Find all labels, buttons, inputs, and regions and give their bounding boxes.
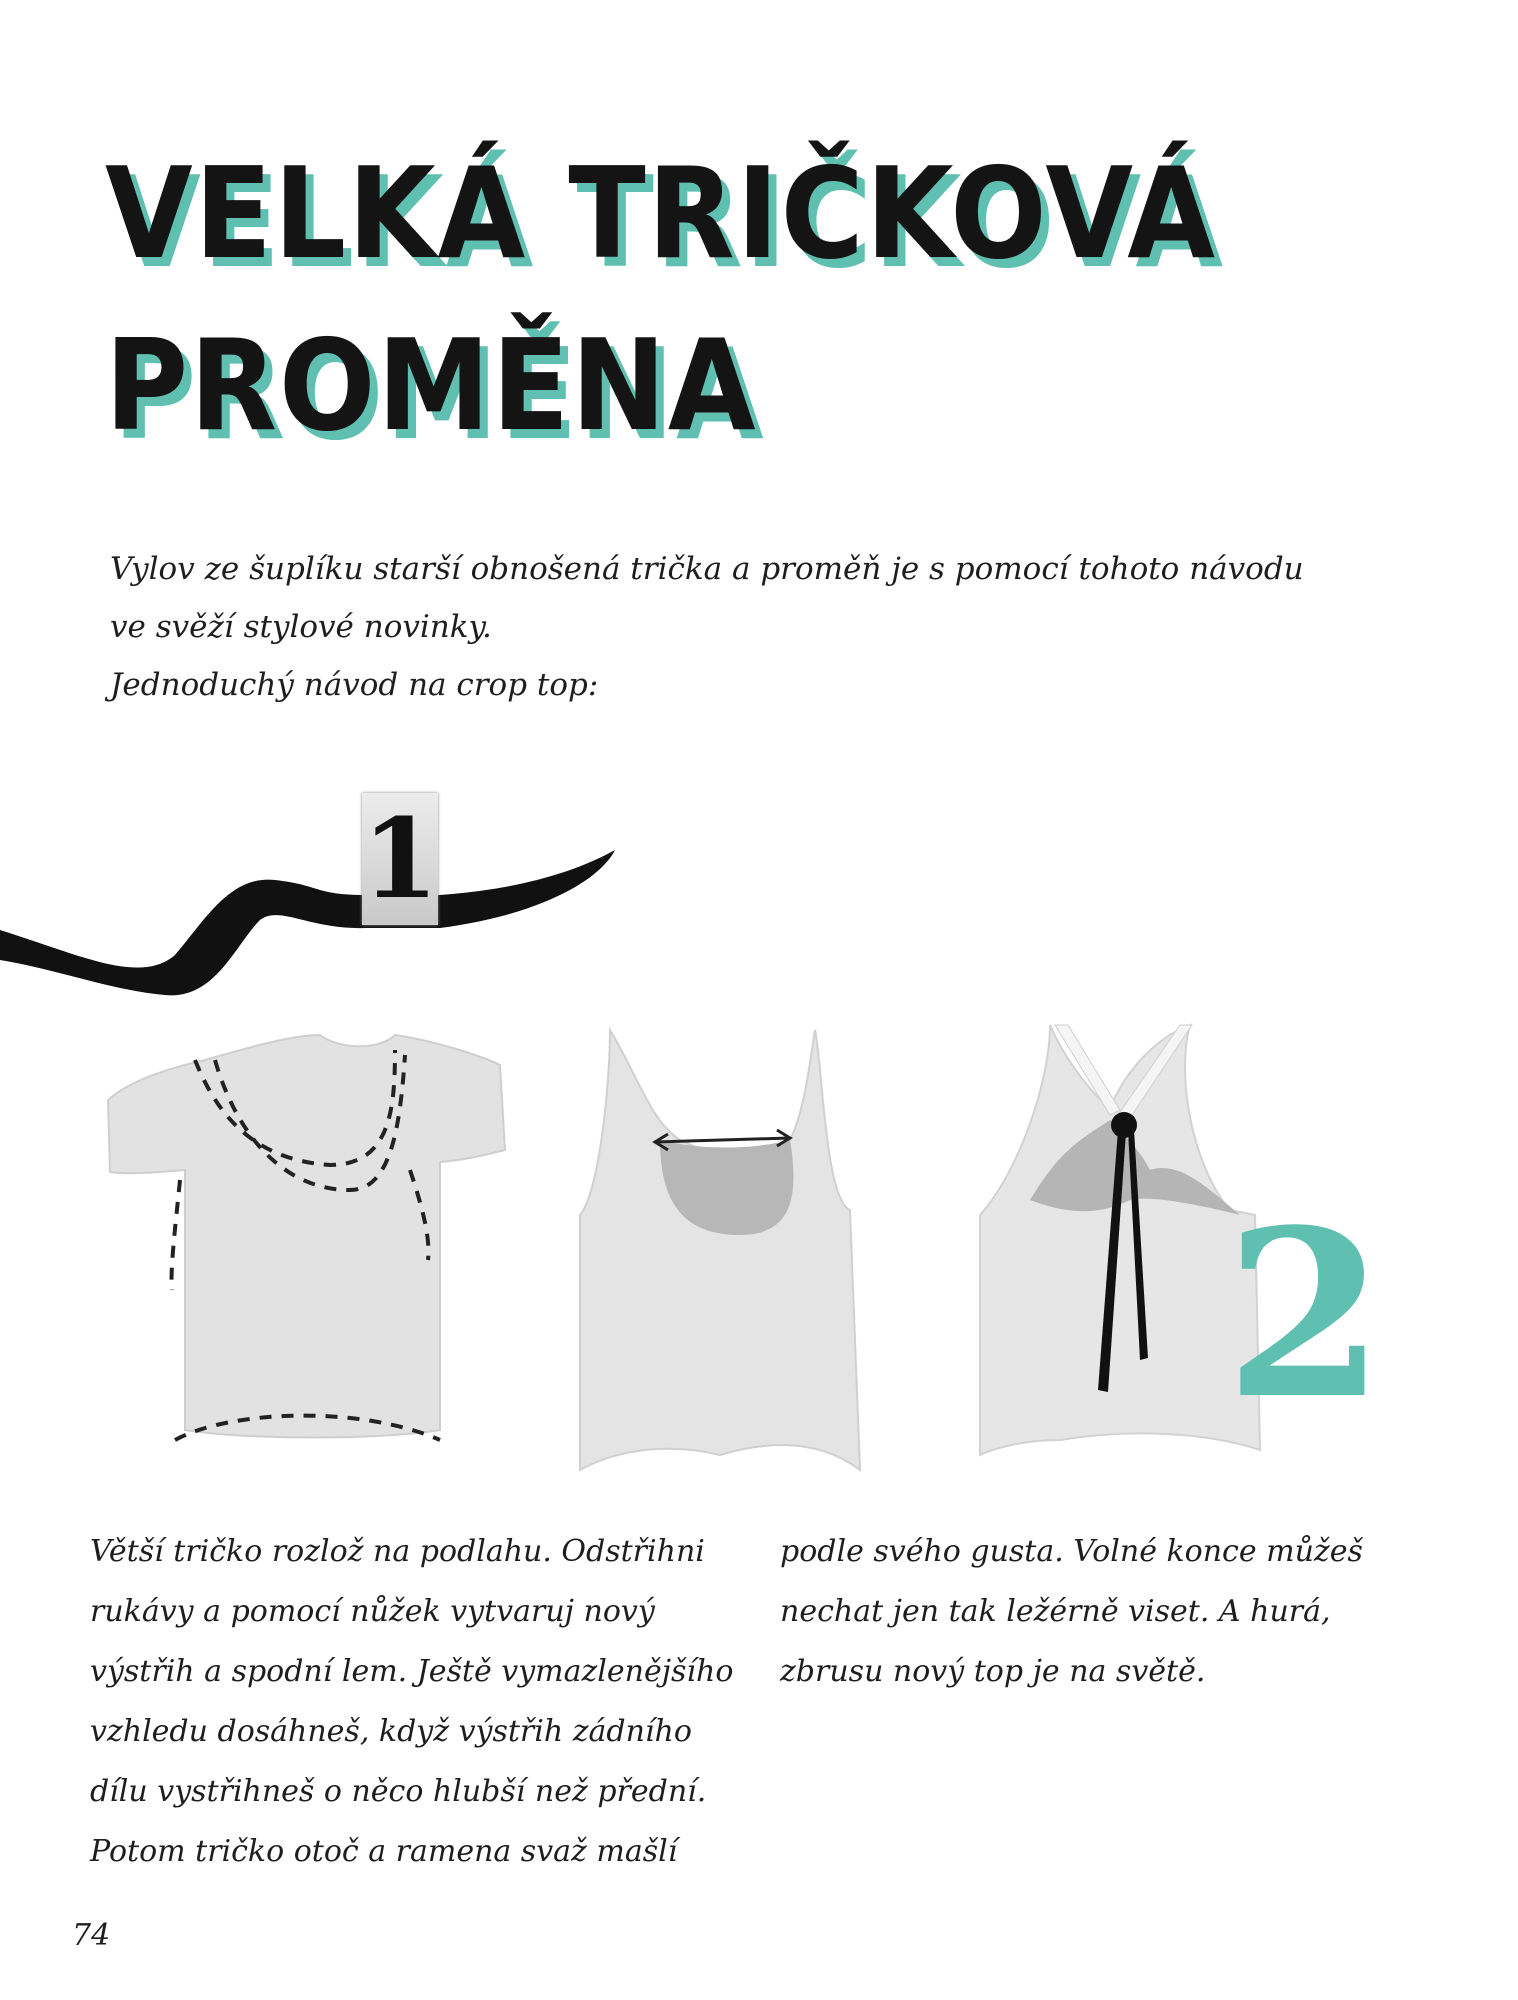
title-line-1: VELKÁ TRIČKOVÁ	[105, 140, 1217, 287]
body-text-left	[90, 1522, 750, 1882]
body-line: nechat jen tak ležérně viset. A hurá,	[780, 1594, 1331, 1629]
intro-line-3: Jednoduchý návod na crop top:	[110, 667, 599, 703]
step-1-badge: 1	[362, 794, 439, 923]
body-text-right	[780, 1522, 1380, 1702]
intro-line-2: ve svěží stylové novinky.	[110, 609, 492, 645]
body-line: dílu vystřihneš o něco hlubší než přední.	[90, 1774, 707, 1809]
body-line: Potom tričko otoč a ramena svaž mašlí	[90, 1834, 678, 1869]
step-2-number: 2	[1225, 1180, 1386, 1450]
body-line: vzhledu dosáhneš, když výstřih zádního	[90, 1714, 692, 1749]
tank-top-illustration	[580, 1030, 860, 1470]
body-line: podle svého gusta. Volné konce můžeš	[780, 1534, 1363, 1569]
body-line: rukávy a pomocí nůžek vytvaruj nový	[90, 1594, 655, 1629]
body-line: Větší tričko rozlož na podlahu. Odstřihni	[90, 1534, 705, 1569]
page-number: 74	[72, 1918, 111, 1953]
tied-top-illustration	[980, 1025, 1260, 1455]
tshirt-illustration	[108, 1035, 505, 1440]
body-line: výstřih a spodní lem. Ještě vymazlenějšího	[90, 1654, 734, 1689]
ribbon	[0, 850, 615, 995]
title-line-2: PROMĚNA	[105, 312, 758, 459]
body-line: zbrusu nový top je na světě.	[780, 1654, 1206, 1689]
intro-line-1: Vylov ze šuplíku starší obnošená trička a proměň je s pomocí tohoto návodu	[110, 551, 1304, 587]
